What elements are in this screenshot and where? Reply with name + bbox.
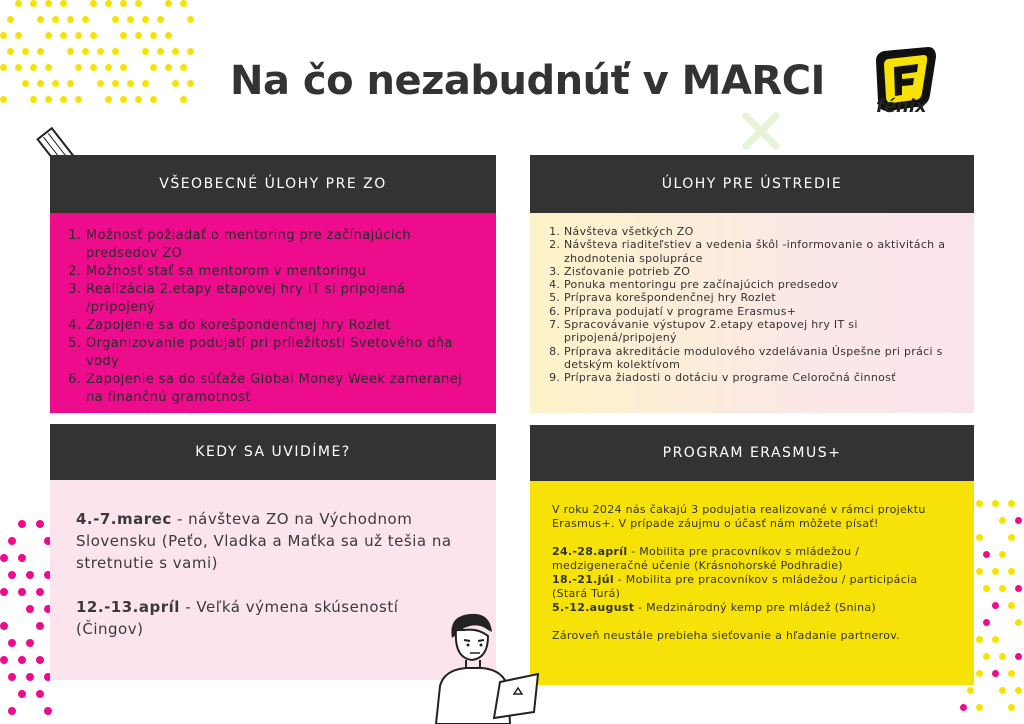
hq-tasks-list <box>550 225 954 385</box>
decorative-dot <box>172 48 179 55</box>
decorative-dot <box>67 48 74 55</box>
decorative-dot <box>67 16 74 23</box>
decorative-dot <box>36 656 44 664</box>
decorative-dot <box>30 96 37 103</box>
decorative-dots-top-left <box>0 0 200 120</box>
decorative-dot <box>45 64 52 71</box>
decorative-dot <box>52 80 59 87</box>
decorative-dot <box>976 534 983 541</box>
page-title: Na čo nezabudnúť v MARCI <box>230 58 825 104</box>
decorative-dot <box>112 48 119 55</box>
decorative-dot <box>18 656 26 664</box>
decorative-dot <box>36 690 44 698</box>
decorative-dot <box>7 48 14 55</box>
decorative-dot <box>999 517 1006 524</box>
decorative-dot <box>26 605 34 613</box>
decorative-dot <box>67 80 74 87</box>
decorative-dot <box>45 96 52 103</box>
decorative-dot <box>983 619 990 626</box>
meeting-event <box>76 508 470 574</box>
list-item: 8. Príprava akreditácie modulového vzdelávania Úspešne pri práci s detským kolektívom <box>564 345 954 372</box>
erasmus-intro: V roku 2024 nás čakajú 3 podujatia realizované v rámci projektu Erasmus+. V prípade záujmu o účasť nám môžete písať! <box>552 503 926 530</box>
decorative-dot <box>1015 619 1022 626</box>
decorative-dot <box>45 0 52 7</box>
meeting-date: 4.-7.marec <box>76 510 172 528</box>
decorative-dot <box>165 0 172 7</box>
meetings-heading: KEDY SA UVIDÍME? <box>50 424 496 480</box>
decorative-dot <box>983 585 990 592</box>
decorative-dot <box>1015 687 1022 694</box>
list-item: 6. Zapojenie sa do súťaže Global Money Week zameranej na finančnú gramotnosť <box>86 371 474 407</box>
decorative-dot <box>22 48 29 55</box>
decorative-dot <box>1008 568 1015 575</box>
decorative-dot <box>120 0 127 7</box>
decorative-dot <box>135 96 142 103</box>
decorative-dot <box>105 96 112 103</box>
meeting-text: - Veľká výmena skúseností (Čingov) <box>76 598 399 638</box>
decorative-dot <box>180 96 187 103</box>
decorative-dot <box>90 0 97 7</box>
decorative-dot <box>992 636 999 643</box>
decorative-dot <box>992 568 999 575</box>
decorative-dot <box>0 96 7 103</box>
decorative-dot <box>26 571 34 579</box>
decorative-dot <box>0 588 8 596</box>
decorative-dot <box>37 48 44 55</box>
decorative-dot <box>75 96 82 103</box>
event-date: 18.-21.júl <box>552 573 614 586</box>
decorative-dot <box>18 690 26 698</box>
decorative-dot <box>60 0 67 7</box>
decorative-dot <box>0 656 8 664</box>
decorative-dot <box>983 653 990 660</box>
decorative-dot <box>75 64 82 71</box>
decorative-dot <box>97 80 104 87</box>
decorative-dot <box>172 80 179 87</box>
erasmus-outro: Zároveň neustále prebieha sieťovanie a hľadanie partnerov. <box>552 629 900 642</box>
decorative-dot <box>157 48 164 55</box>
decorative-dot <box>112 80 119 87</box>
decorative-dot <box>142 16 149 23</box>
decorative-dot <box>1008 500 1015 507</box>
list-item: 2. Návšteva riaditeľstiev a vedenia škôl -informovanie o aktivitách a zhodnotenia spolupráce <box>564 238 954 265</box>
decorative-dot <box>60 96 67 103</box>
erasmus-events <box>552 545 952 615</box>
decorative-dot <box>18 588 26 596</box>
decorative-dot <box>999 687 1006 694</box>
general-tasks-body <box>50 213 496 413</box>
decorative-dot <box>60 32 67 39</box>
decorative-dot <box>120 32 127 39</box>
list-item: 2. Možnosť stať sa mentorom v mentoringu <box>86 263 474 281</box>
decorative-dot <box>36 622 44 630</box>
decorative-dot <box>1015 653 1022 660</box>
erasmus-card <box>530 425 974 685</box>
hq-tasks-card <box>530 155 974 413</box>
erasmus-heading: PROGRAM ERASMUS+ <box>530 425 974 481</box>
list-item: 7. Spracovávanie výstupov 2.etapy etapovej hry IT si pripojená/pripojený <box>564 318 954 345</box>
event-text: - Mobilita pre pracovníkov s mládežou / medzigeneračné učenie (Krásnohorské Podhradie) <box>552 545 860 572</box>
decorative-dot <box>15 32 22 39</box>
decorative-dot <box>1008 534 1015 541</box>
decorative-dot <box>999 653 1006 660</box>
decorative-dot <box>976 704 983 711</box>
decorative-dot <box>180 0 187 7</box>
decorative-dot <box>1008 704 1015 711</box>
decorative-dot <box>8 537 16 545</box>
decorative-dot <box>26 639 34 647</box>
decorative-dot <box>44 707 52 715</box>
decorative-dot <box>976 568 983 575</box>
decorative-dot <box>8 571 16 579</box>
logo-text: fénix <box>876 96 927 117</box>
erasmus-body <box>530 481 974 685</box>
decorative-dot <box>165 64 172 71</box>
decorative-dot <box>135 32 142 39</box>
list-item: 4. Ponuka mentoringu pre začínajúcich predsedov <box>564 278 954 291</box>
decorative-dot <box>26 673 34 681</box>
decorative-dot <box>0 64 7 71</box>
event-date: 5.-12.august <box>552 601 635 614</box>
decorative-dot <box>120 64 127 71</box>
decorative-dot <box>127 80 134 87</box>
decorative-dot <box>0 554 8 562</box>
decorative-dot <box>142 48 149 55</box>
decorative-dot <box>97 48 104 55</box>
decorative-dot <box>150 96 157 103</box>
decorative-dot <box>30 0 37 7</box>
decorative-dot <box>45 32 52 39</box>
decorative-dot <box>187 48 194 55</box>
event-date: 24.-28.apríl <box>552 545 628 558</box>
decorative-dot <box>7 16 14 23</box>
meeting-event <box>76 596 470 640</box>
decorative-dot <box>960 704 967 711</box>
hq-tasks-heading: ÚLOHY PRE ÚSTREDIE <box>530 155 974 213</box>
decorative-dot <box>992 602 999 609</box>
erasmus-event <box>552 601 952 615</box>
meeting-text: - návšteva ZO na Východnom Slovensku (Peťo, Vladka a Maťka sa už tešia na stretnutie s vami) <box>76 510 452 572</box>
decorative-dot <box>90 64 97 71</box>
decorative-dot <box>976 670 983 677</box>
general-tasks-list <box>72 227 474 407</box>
decorative-dot <box>8 707 16 715</box>
erasmus-event <box>552 573 952 601</box>
event-text: - Medzinárodný kemp pre mládež (Snina) <box>634 601 876 614</box>
list-item: 9. Príprava žiadosti o dotáciu v programe Celoročná činnosť <box>564 371 954 384</box>
decorative-dot <box>999 551 1006 558</box>
decorative-dot <box>127 16 134 23</box>
decorative-dot <box>180 64 187 71</box>
decorative-dot <box>165 32 172 39</box>
decorative-dot <box>187 16 194 23</box>
list-item: 3. Realizácia 2.etapy etapovej hry IT si pripojená /pripojený <box>86 281 474 317</box>
man-with-laptop-illustration <box>418 608 548 724</box>
decorative-dot <box>150 64 157 71</box>
decorative-dot <box>976 500 983 507</box>
decorative-dot <box>36 588 44 596</box>
decorative-dot <box>992 500 999 507</box>
list-item: 6. Príprava podujatí v programe Erasmus+ <box>564 305 954 318</box>
decorative-dot <box>976 636 983 643</box>
erasmus-event <box>552 545 952 573</box>
decorative-dot <box>18 554 26 562</box>
list-item: 1. Návšteva všetkých ZO <box>564 225 954 238</box>
list-item: 5. Príprava korešpondenčnej hry Rozlet <box>564 291 954 304</box>
decorative-dot <box>1008 602 1015 609</box>
decorative-dot <box>36 520 44 528</box>
decorative-dot <box>135 0 142 7</box>
decorative-dot <box>1008 670 1015 677</box>
general-tasks-heading: VŠEOBECNÉ ÚLOHY PRE ZO <box>50 155 496 213</box>
decorative-dot <box>82 48 89 55</box>
general-tasks-card <box>50 155 496 413</box>
decorative-dot <box>967 687 974 694</box>
list-item: 3. Zisťovanie potrieb ZO <box>564 265 954 278</box>
decorative-dot <box>1015 517 1022 524</box>
decorative-dot <box>52 16 59 23</box>
decorative-dot <box>1015 585 1022 592</box>
list-item: 1. Možnosť požiadať o mentoring pre začínajúcich predsedov ZO <box>86 227 474 263</box>
decorative-dot <box>157 16 164 23</box>
decorative-dot <box>142 80 149 87</box>
list-item: 4. Zapojenie sa do korešpondenčnej hry Rozlet <box>86 317 474 335</box>
decorative-dot <box>8 673 16 681</box>
decorative-dot <box>15 64 22 71</box>
decorative-dot <box>22 80 29 87</box>
decorative-dot <box>75 32 82 39</box>
decorative-dot <box>992 670 999 677</box>
decorative-dot <box>105 64 112 71</box>
decorative-dot <box>112 16 119 23</box>
decorative-dot <box>15 0 22 7</box>
decorative-dot <box>30 64 37 71</box>
decorative-dot <box>0 32 7 39</box>
decorative-dot <box>82 16 89 23</box>
meeting-date: 12.-13.apríl <box>76 598 180 616</box>
decorative-dot <box>90 32 97 39</box>
hq-tasks-body <box>530 213 974 413</box>
decorative-dot <box>37 80 44 87</box>
decorative-dot <box>999 585 1006 592</box>
list-item: 5. Organizovanie podujatí pri príležitosti Svetového dňa vody <box>86 335 474 371</box>
decorative-dot <box>983 551 990 558</box>
decorative-dot <box>120 96 127 103</box>
decorative-dot <box>105 0 112 7</box>
event-text: - Mobilita pre pracovníkov s mládežou / participácia (Stará Turá) <box>552 573 918 600</box>
decorative-x-icon <box>742 112 780 150</box>
decorative-dot <box>187 80 194 87</box>
decorative-dot <box>18 520 26 528</box>
decorative-dot <box>0 622 8 630</box>
decorative-dot <box>8 639 16 647</box>
decorative-dot <box>37 16 44 23</box>
decorative-dot <box>150 32 157 39</box>
